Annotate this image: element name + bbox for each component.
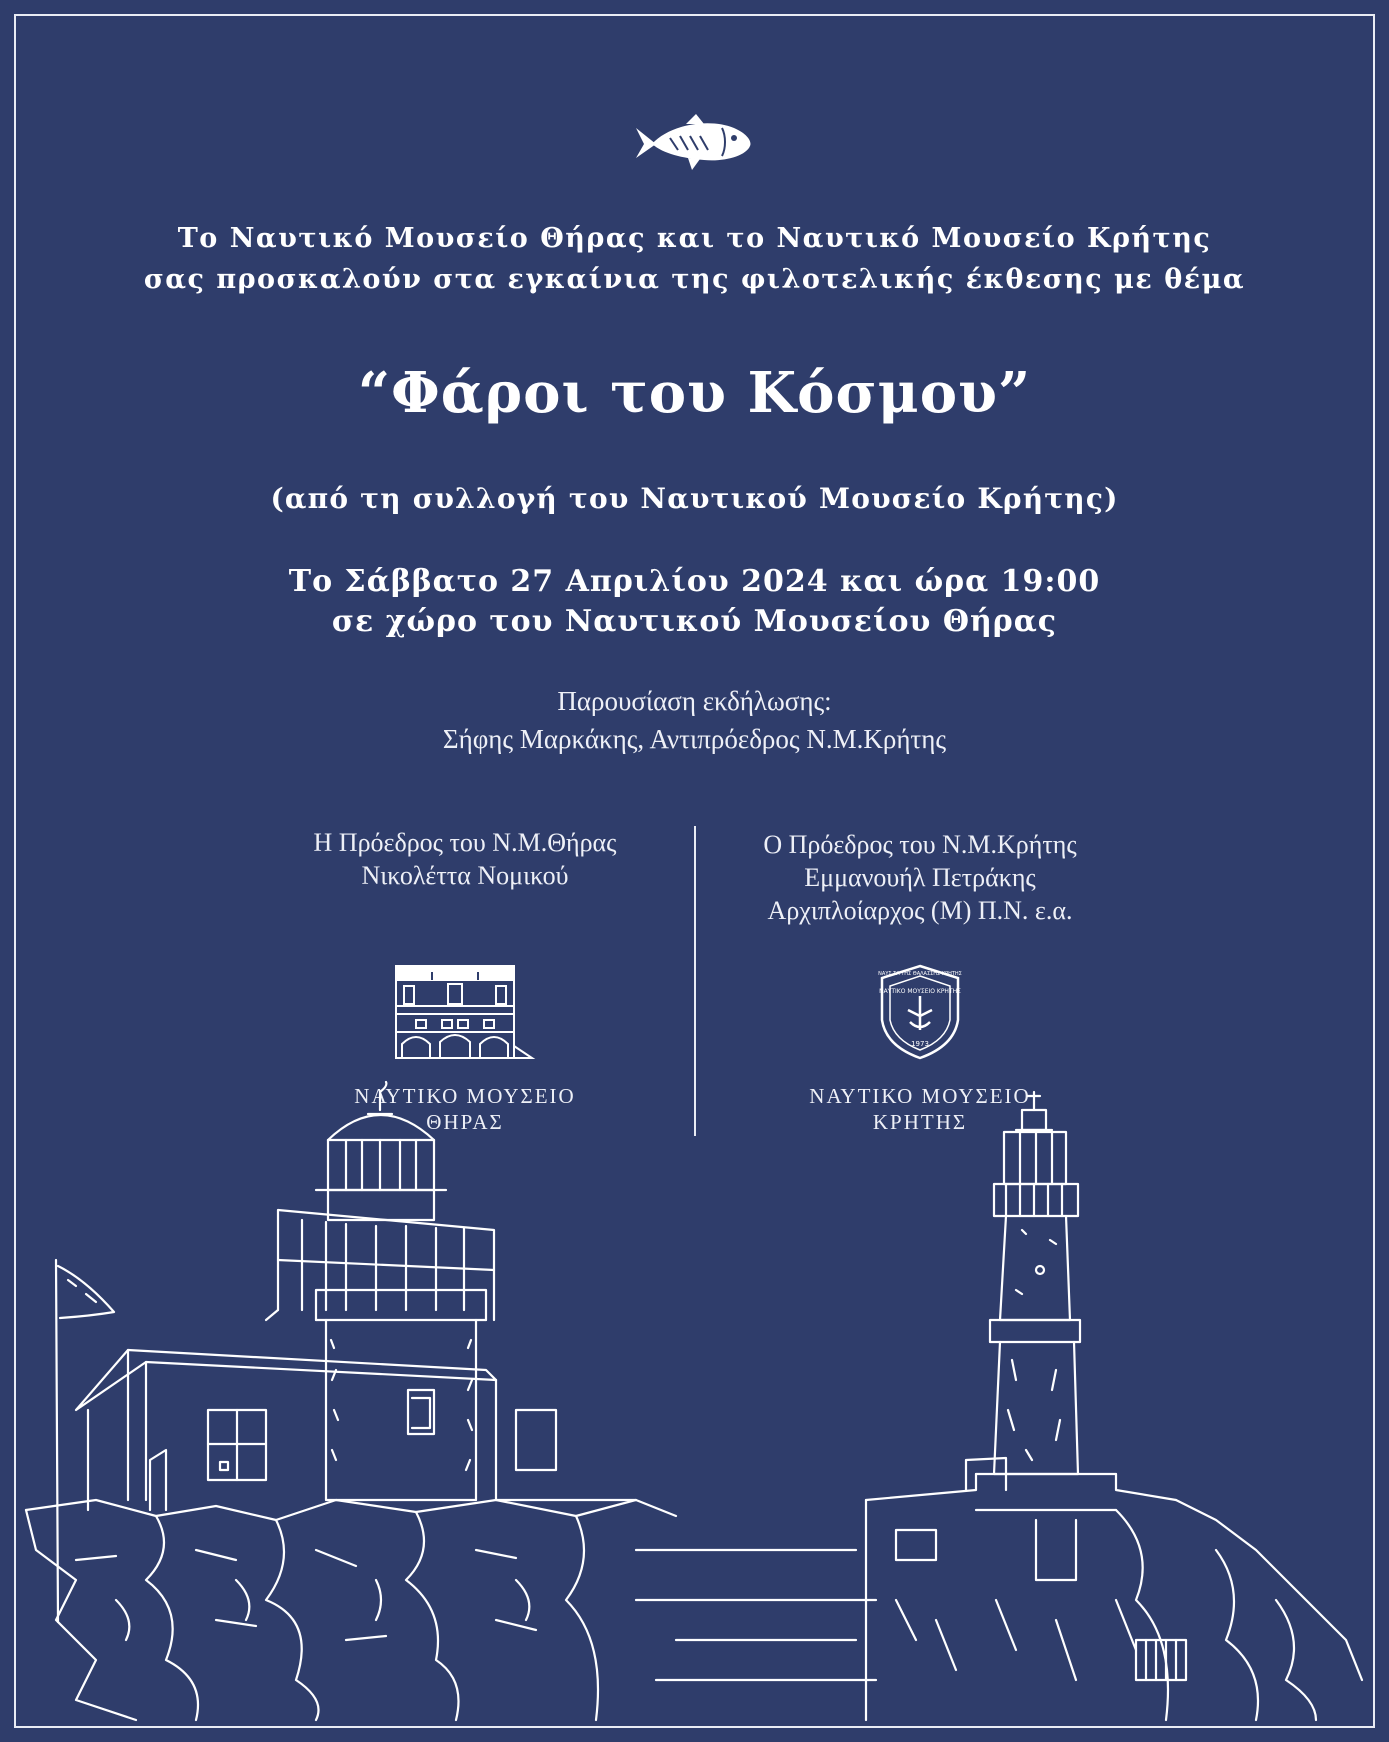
fish-icon: [630, 114, 756, 176]
seal-text-top: ΝΑΥΣ ΤΑ ΤΗΣ ΘΑΛΑΣΣΗΣ ΚΡΗΤΗΣ: [878, 971, 962, 977]
signatory-right-role: Ο Πρόεδρος του Ν.Μ.Κρήτης: [763, 830, 1077, 859]
intro-line-2: σας προσκαλούν στα εγκαίνια της φιλοτελικής έκθεσης με θέμα: [143, 264, 1246, 295]
signatory-right-name: Εμμανουήλ Πετράκης: [804, 863, 1036, 892]
signatory-left: [230, 826, 700, 892]
event-place: σε χώρο του Ναυτικού Μουσείου Θήρας: [331, 604, 1058, 639]
presentation-block: [0, 682, 1389, 758]
signatory-right: [700, 828, 1140, 927]
seal-text-band: ΝΑΥΤΙΚΟ ΜΟΥΣΕΙΟ ΚΡΗΤΗΣ: [879, 988, 961, 995]
invitation-intro: [0, 218, 1389, 300]
exhibition-title: “Φάροι του Κόσμου”: [357, 360, 1032, 426]
intro-line-1: Το Ναυτικό Μουσείο Θήρας και το Ναυτικό Μουσείο Κρήτης: [177, 223, 1212, 254]
museum-thera-name-line-1: ΝΑΥΤΙΚΟ ΜΟΥΣΕΙΟ: [354, 1084, 576, 1108]
signatory-right-rank: Αρχιπλοίαρχος (Μ) Π.Ν. ε.α.: [767, 896, 1073, 925]
seal-year: 1973: [911, 1040, 929, 1048]
exhibition-subtitle: (από τη συλλογή του Ναυτικού Μουσείο Κρήτης): [270, 482, 1119, 515]
presentation-label: Παρουσίαση εκδήλωσης:: [557, 686, 832, 716]
signatory-left-name: Νικολέττα Νομικού: [361, 861, 569, 890]
museum-crete-name-line-1: ΝΑΥΤΙΚΟ ΜΟΥΣΕΙΟ: [809, 1084, 1031, 1108]
museum-seal-icon: [870, 962, 970, 1062]
event-details: [0, 562, 1389, 642]
museum-building-logo-icon: [392, 962, 536, 1064]
event-date: Το Σάββατο 27 Απριλίου 2024 και ώρα 19:00: [288, 564, 1101, 599]
museum-thera-name-line-2: ΘΗΡΑΣ: [426, 1110, 504, 1134]
signatory-left-role: Η Πρόεδρος του Ν.Μ.Θήρας: [313, 828, 617, 857]
lighthouse-illustration: [16, 1080, 1373, 1726]
museum-crete-name-line-2: ΚΡΗΤΗΣ: [872, 1110, 968, 1134]
presenter-name: Σήφης Μαρκάκης, Αντιπρόεδρος Ν.Μ.Κρήτης: [442, 724, 947, 754]
